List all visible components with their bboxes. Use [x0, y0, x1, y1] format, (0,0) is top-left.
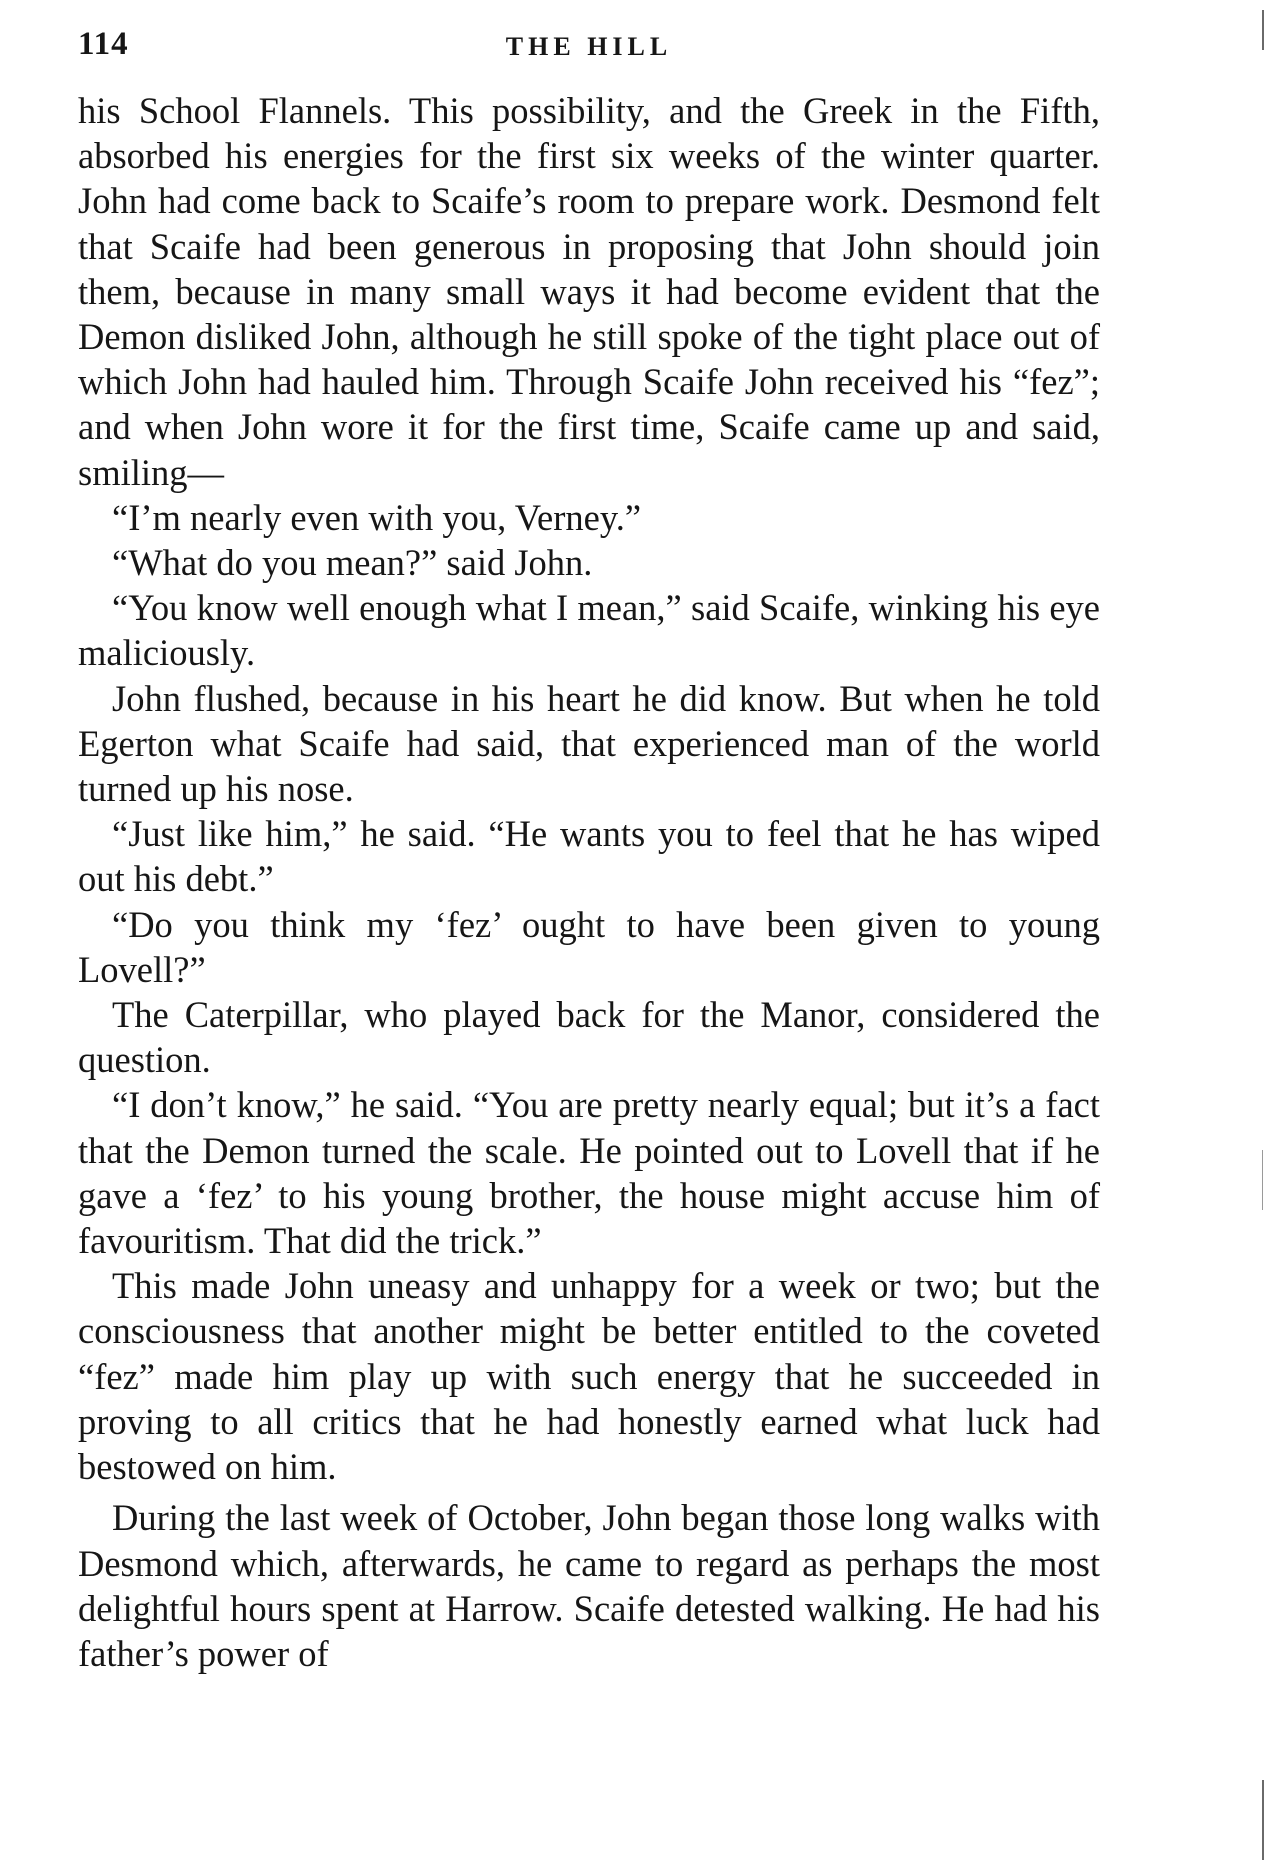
paragraph: “You know well enough what I mean,” said Scaife, winking his eye maliciously. [78, 587, 1100, 674]
paragraph: “Do you think my ‘fez’ ought to have been given to young Lovell?” [78, 903, 1100, 990]
paragraph: The Caterpillar, who played back for the Manor, considered the question. [78, 994, 1100, 1081]
paragraph: During the last week of October, John began those long walks with Desmond which, afterwards, he came to regard as perhaps the most delightful hours spent at Harrow. Scaife detested walking. He had his father’s power of [78, 1497, 1100, 1674]
paragraph: “Just like him,” he said. “He wants you to feel that he has wiped out his debt.” [78, 813, 1100, 900]
paragraph: “I’m nearly even with you, Verney.” [112, 496, 642, 538]
paragraph: his School Flannels. This possibility, and the Greek in the Fifth, absorbed his energies for the first six weeks of the winter quarter. John had come back to Scaife’s room to prepare work. Desmond felt that Scaife had been generous in proposing that John should join them, because in many small ways it had become evident that the Demon disliked John, although he still spoke of the tight place out of which John had hauled him. Through Scaife John received his “fez”; and when John wore it for the first time, Scaife came up and said, smiling— [78, 90, 1100, 493]
page-edge-shadow [1262, 10, 1264, 50]
running-head [78, 26, 1100, 70]
body-text [78, 88, 1100, 1676]
running-title: THE HILL [505, 32, 673, 61]
paragraph: “I don’t know,” he said. “You are pretty nearly equal; but it’s a fact that the Demon turned the scale. He pointed out to Lovell that if he gave a ‘fez’ to his young brother, the house might accuse him of favouritism. That did the trick.” [78, 1084, 1100, 1262]
page-edge-shadow [1262, 1150, 1263, 1210]
page-edge-shadow [1262, 1780, 1264, 1860]
page-number: 114 [78, 26, 129, 62]
paragraph: “What do you mean?” said John. [112, 542, 593, 584]
paragraph: John flushed, because in his heart he did know. But when he told Egerton what Scaife had said, that experienced man of the world turned up his nose. [78, 677, 1100, 810]
paragraph: This made John uneasy and unhappy for a week or two; but the consciousness that another might be better entitled to the coveted “fez” made him play up with such energy that he succeeded in proving to all critics that he had honestly earned what luck had bestowed on him. [78, 1265, 1100, 1488]
